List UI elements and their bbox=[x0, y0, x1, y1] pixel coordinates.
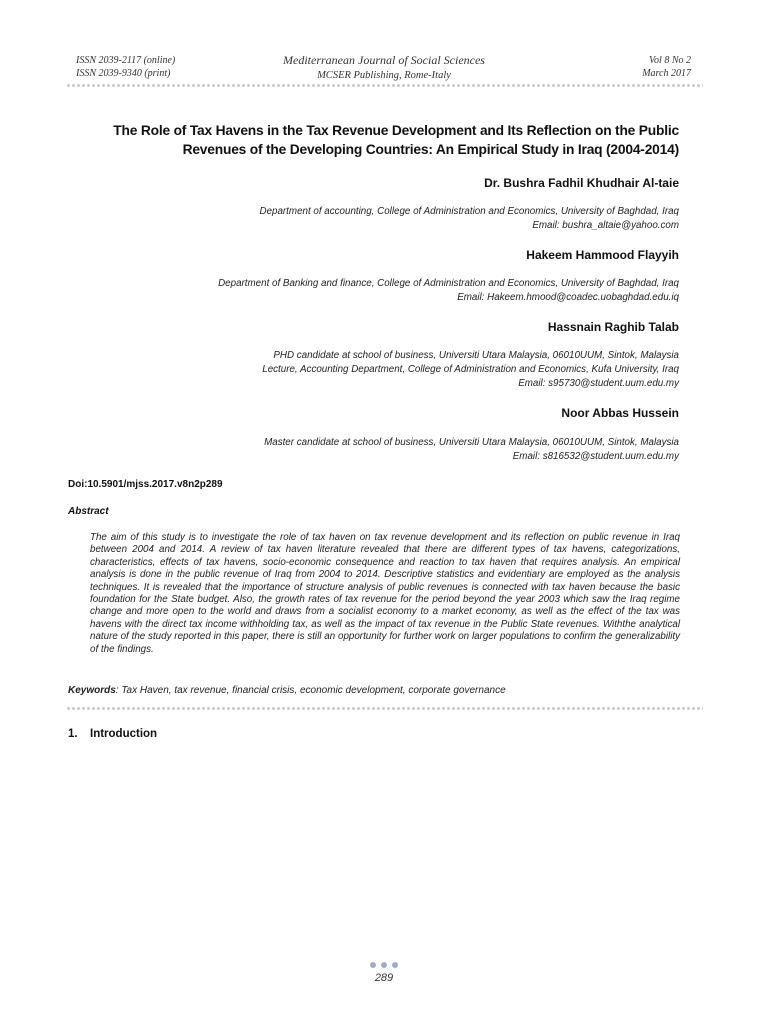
affiliation-line: PHD candidate at school of business, Universiti Utara Malaysia, 06010UUM, Sintok, Malaysia bbox=[273, 350, 679, 361]
author-email: Email: s95730@student.uum.edu.my bbox=[518, 378, 679, 389]
title-line-1: The Role of Tax Havens in the Tax Revenue Development and Its Reflection on the Public bbox=[113, 123, 679, 138]
page-ornament bbox=[370, 962, 400, 970]
author-name: Hassnain Raghib Talab bbox=[547, 320, 679, 334]
author-affiliation bbox=[79, 436, 679, 464]
author-name: Dr. Bushra Fadhil Khudhair Al-taie bbox=[484, 176, 679, 190]
abstract-heading: Abstract bbox=[68, 506, 109, 517]
publisher: MCSER Publishing, Rome-Italy bbox=[317, 70, 451, 81]
author-affiliation bbox=[79, 349, 679, 391]
author-email: Email: Hakeem.hmood@coadec.uobaghdad.edu.iq bbox=[457, 292, 679, 303]
issn-print: ISSN 2039-9340 (print) bbox=[76, 68, 171, 79]
author-email: Email: bushra_altaie@yahoo.com bbox=[532, 220, 679, 231]
volume: Vol 8 No 2 bbox=[649, 55, 691, 66]
section-divider bbox=[66, 706, 703, 711]
paper-title bbox=[39, 121, 679, 159]
keywords-list: : Tax Haven, tax revenue, financial crisis, economic development, corporate governance bbox=[115, 685, 506, 696]
journal-name: Mediterranean Journal of Social Sciences bbox=[283, 53, 485, 67]
author-name: Hakeem Hammood Flayyih bbox=[526, 248, 679, 262]
author-name: Noor Abbas Hussein bbox=[561, 406, 679, 420]
doi: Doi:10.5901/mjss.2017.v8n2p289 bbox=[68, 479, 223, 490]
header-divider bbox=[66, 83, 703, 88]
keywords-label: Keywords bbox=[68, 685, 116, 696]
issue-date: March 2017 bbox=[642, 68, 691, 79]
ornament-dot bbox=[381, 962, 387, 968]
ornament-dot bbox=[370, 962, 376, 968]
affiliation-line: Master candidate at school of business, Universiti Utara Malaysia, 06010UUM, Sintok, Malaysia bbox=[264, 437, 679, 448]
issn-online: ISSN 2039-2117 (online) bbox=[76, 55, 176, 66]
affiliation-line: Department of Banking and finance, College of Administration and Economics, University of Baghdad, Iraq bbox=[218, 278, 679, 289]
volume-block bbox=[642, 54, 691, 80]
author-affiliation bbox=[79, 277, 679, 305]
ornament-dot bbox=[392, 962, 398, 968]
affiliation-line: Department of accounting, College of Administration and Economics, University of Baghdad, Iraq bbox=[259, 206, 679, 217]
section-number: 1. bbox=[68, 728, 78, 740]
section-title: Introduction bbox=[90, 728, 158, 740]
keywords bbox=[68, 685, 506, 696]
author-affiliation bbox=[79, 205, 679, 233]
section-heading bbox=[68, 728, 157, 740]
author-email: Email: s816532@student.uum.edu.my bbox=[512, 451, 679, 462]
affiliation-line: Lecture, Accounting Department, College of Administration and Economics, Kufa University, Iraq bbox=[262, 364, 679, 375]
page-header bbox=[0, 50, 768, 84]
title-line-2: Revenues of the Developing Countries: An Empirical Study in Iraq (2004-2014) bbox=[182, 142, 679, 157]
abstract-text: The aim of this study is to investigate the role of tax haven on tax revenue development and its reflection on public revenue in Iraq between 2004 and 2014. A review of tax haven literature revealed that there are different types of tax havens, categorizations, characteristics, effects of tax havens, socio-economic consequence and reaction to tax haven that requires analysis. An empirical analysis is done in the public revenue of Iraq from 2004 to 2014. Descriptive statistics and evidentiary are employed as the analysis techniques. It is revealed that the importance of structure analysis of public revenues is connected with tax haven because the basic foundation for the State budget. Also, the growth rates of tax revenue for the period beyond the year 2003 which saw the Iraq regime change and more open to the world and draws from a socialist economy to a market economy, as well as the effect of the tax was havens with the direct tax income withholding tax, as well as the impact of tax revenue in the Public State revenues. Withthe analytical nature of the study reported in this paper, there is still an opportunity for further work on larger populations to confirm the generalizability of the findings. bbox=[90, 532, 680, 655]
page-number: 289 bbox=[374, 972, 394, 984]
